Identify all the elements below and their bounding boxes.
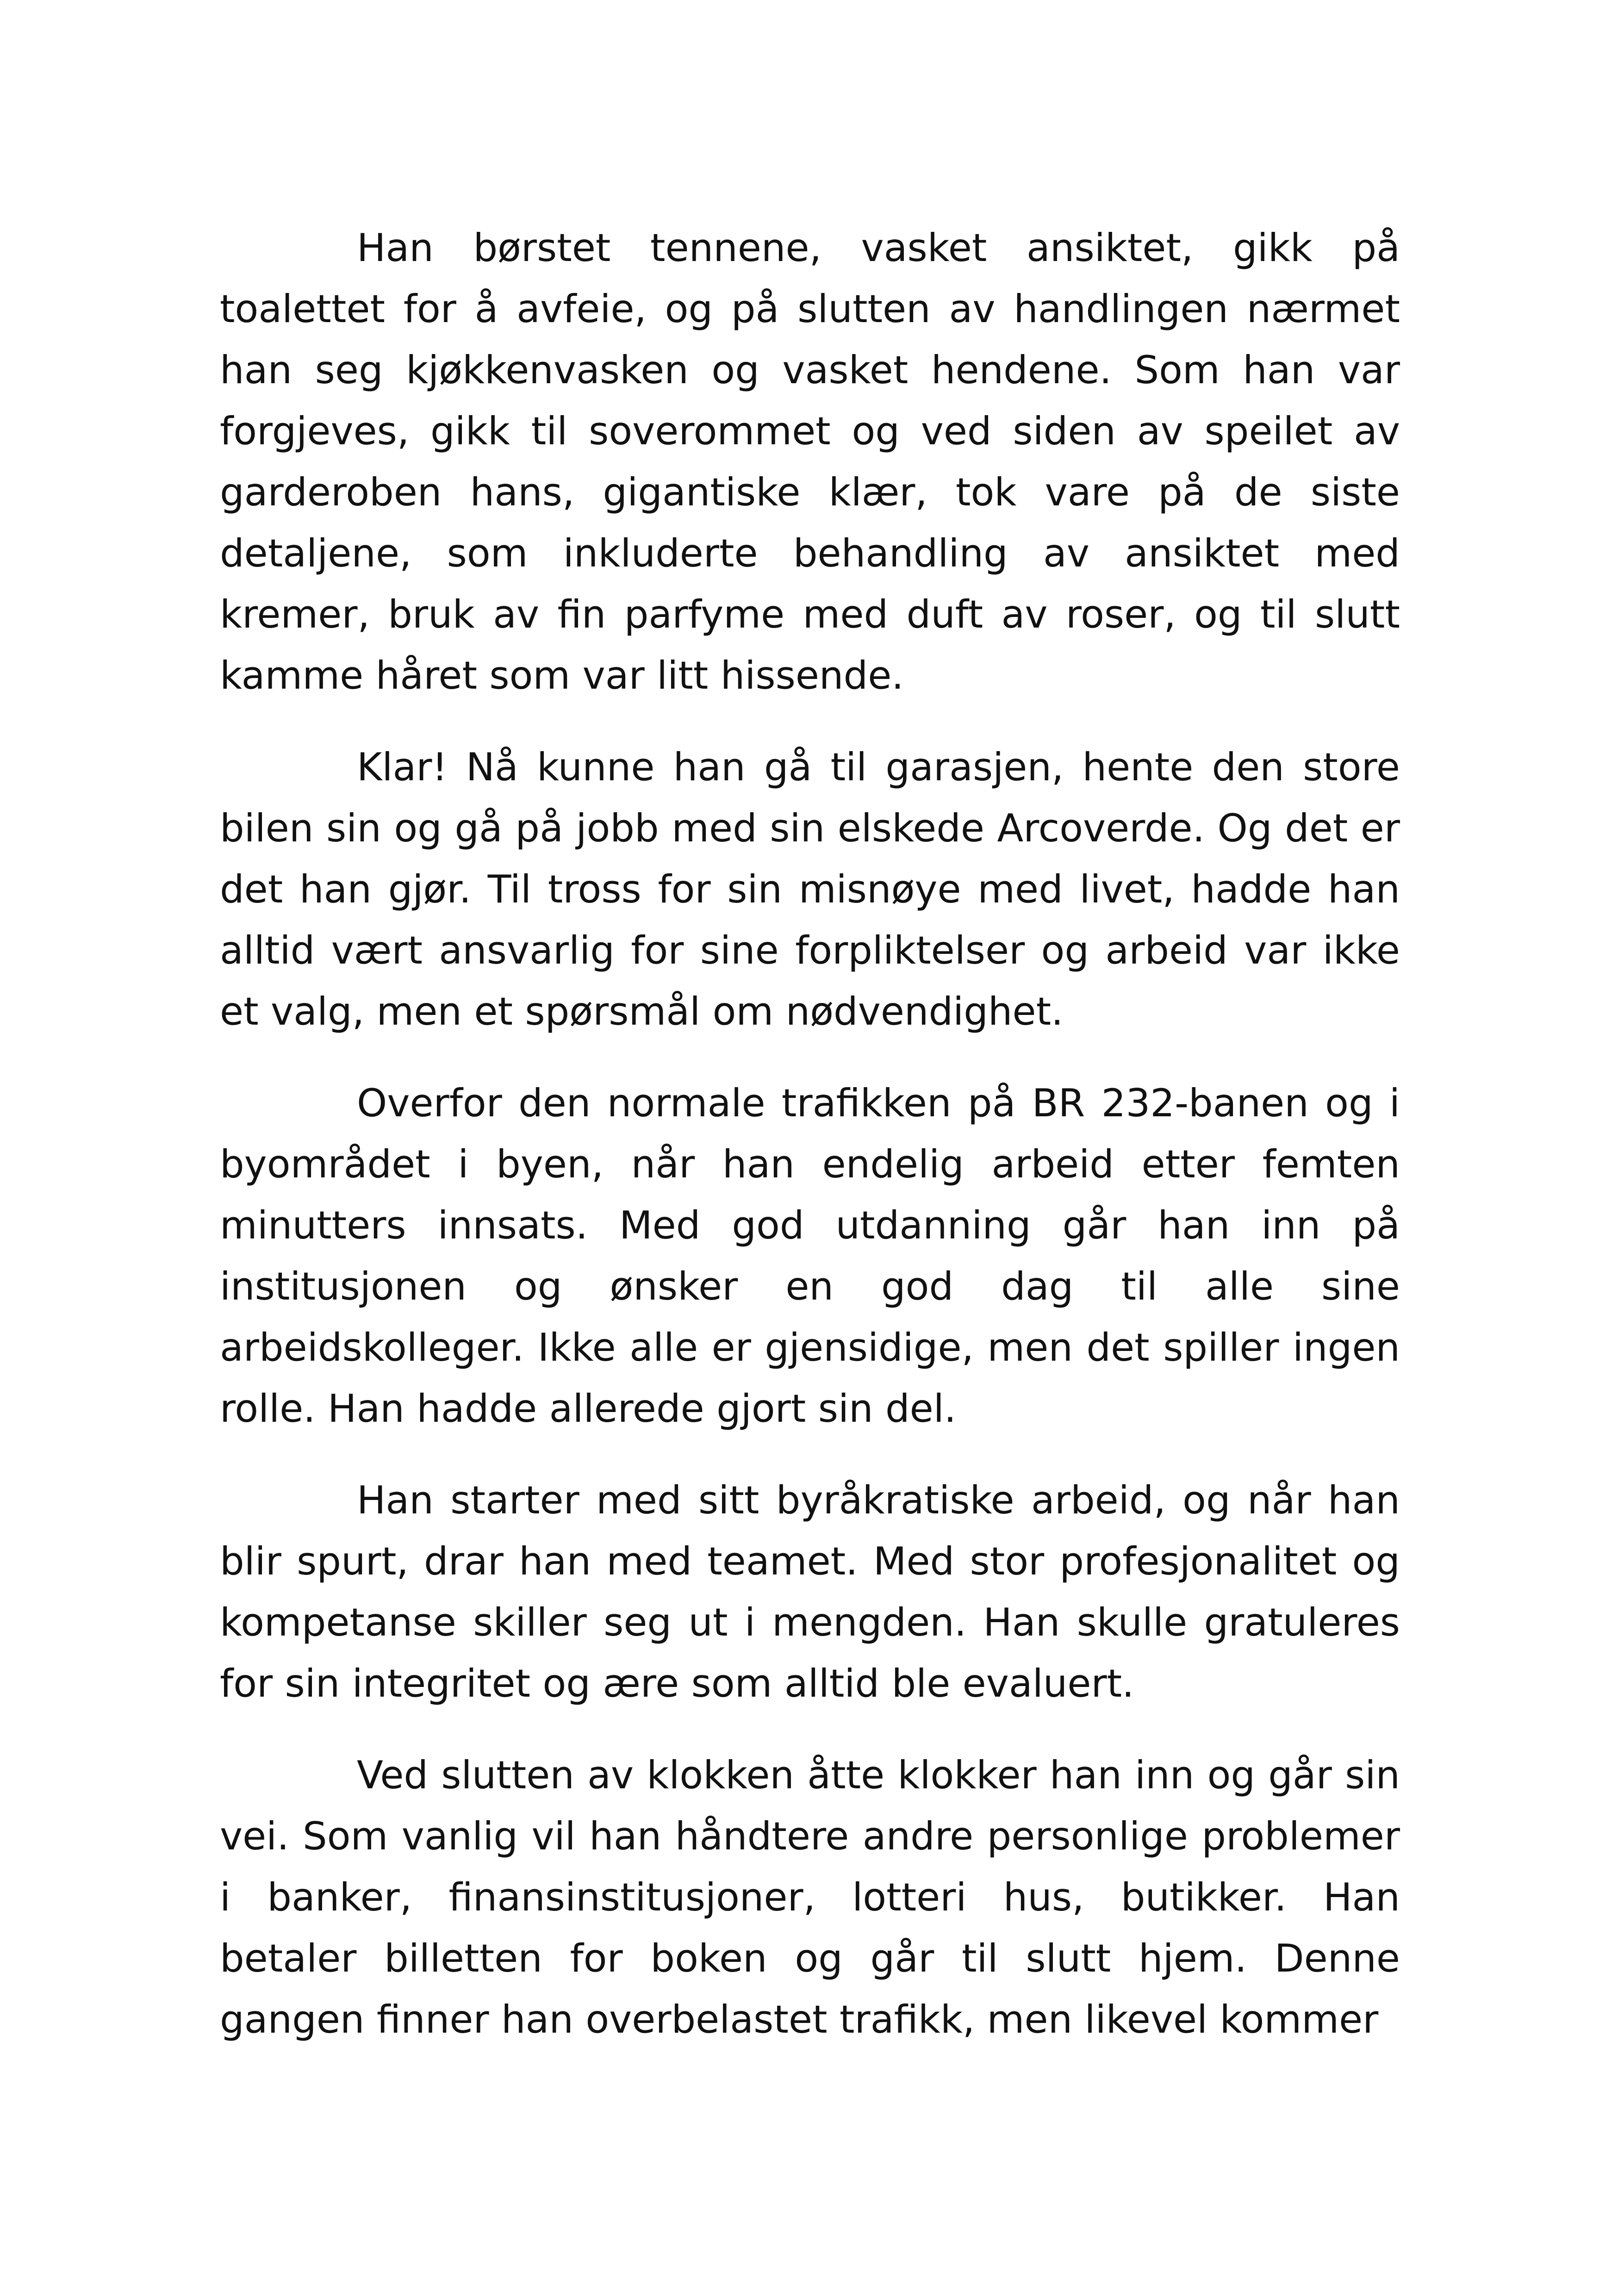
text-body: [220, 218, 1400, 2050]
paragraph-2: Klar! Nå kunne han gå til garasjen, hente den store bilen sin og gå på jobb med sin elskede Arcoverde. Og det er det han gjør. Til tross for sin misnøye med livet, hadde han alltid vært ansvarlig for sine forpliktelser og arbeid var ikke et valg, men et spørsmål om nødvendighet.: [220, 745, 1400, 1034]
paragraph-5: Ved slutten av klokken åtte klokker han inn og går sin vei. Som vanlig vil han håndtere andre personlige problemer i banker, finansinstitusjoner, lotteri hus, butikker. Han betaler billetten for boken og går til slutt hjem. Denne gangen finner han overbelastet trafikk, men likevel kommer: [220, 1753, 1400, 2042]
paragraph-3: Overfor den normale trafikken på BR 232-banen og i byområdet i byen, når han endelig arbeid etter femten minutters innsats. Med god utdanning går han inn på institusjonen og ønsker en god dag til alle sine arbeidskolleger. Ikke alle er gjensidige, men det spiller ingen rolle. Han hadde allerede gjort sin del.: [220, 1081, 1400, 1431]
paragraph-1: Han børstet tennene, vasket ansiktet, gikk på toalettet for å avfeie, og på slutten av handlingen nærmet han seg kjøkkenvasken og vasket hendene. Som han var forgjeves, gikk til soverommet og ved siden av speilet av garderoben hans, gigantiske klær, tok vare på de siste detaljene, som inkluderte behandling av ansiktet med kremer, bruk av fin parfyme med duft av roser, og til slutt kamme håret som var litt hissende.: [220, 225, 1400, 698]
paragraph-4: Han starter med sitt byråkratiske arbeid, og når han blir spurt, drar han med teamet. Med stor profesjonalitet og kompetanse skiller seg ut i mengden. Han skulle gratuleres for sin integritet og ære som alltid ble evaluert.: [220, 1478, 1400, 1706]
